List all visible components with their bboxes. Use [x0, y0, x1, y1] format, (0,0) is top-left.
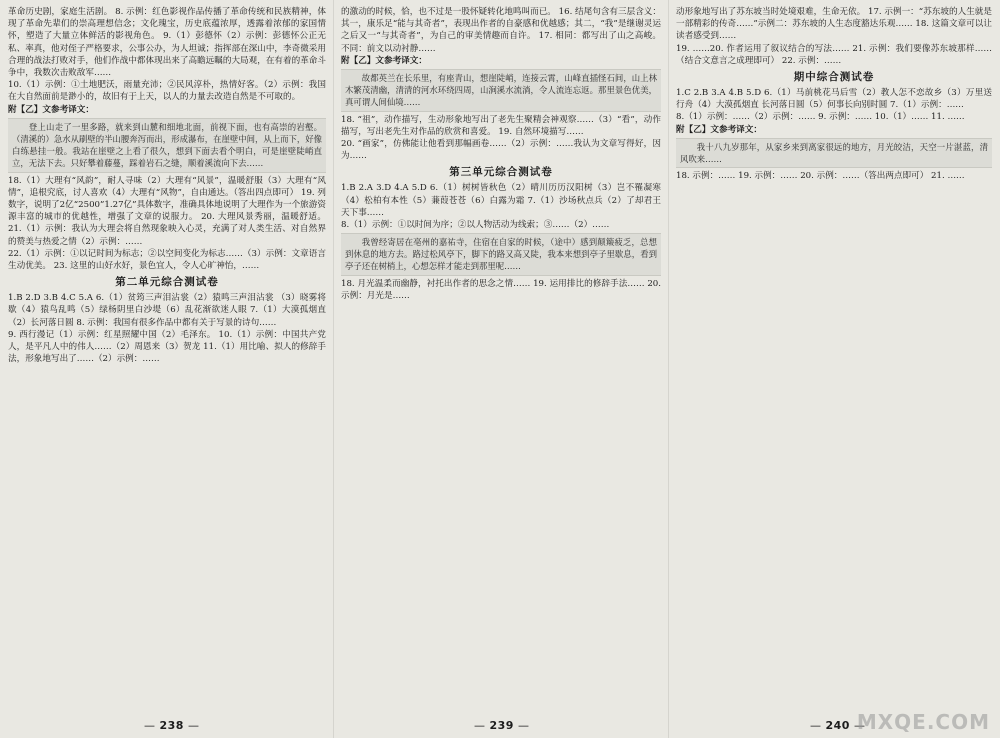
answer-text: 的激动的时候，恰，也不过是一股怀疑转化地鸣叫而已。 16. 结尾句含有三层含义：其一，康乐足“能与其奇者”，表现出作者的自豪感和优越感；其二，“我”是继谢灵运之后又一“与其奇者”，为自己的审美情趣而自许。 17. 相同：都写出了山之高峻。不同：前文以动衬静…… [341, 7, 661, 54]
translation-text: 登上山走了一里多路，就来到山麓和细地北面，前视下面，也有高崇的岩壑。（清溪的）急水从刷壁的半山腰奔泻而出，形成瀑布，在崖壁中间，从上而下，好像白练悬挂一般。我站在崖壁之上看了很久，想到下面去看个明白，可是崖壁陡峭直立，无法下去。只好攀着藤蔓，踩着岩石之缝，顺着溪流向下去…… [12, 121, 322, 169]
page-number: — 238 — [140, 719, 203, 732]
section-heading: 期中综合测试卷 [793, 71, 875, 84]
page-number: — 239 — [470, 719, 533, 732]
answer-text: 10.（1）示例：①土地肥沃，雨量充沛；②民风淳朴，热情好客。（2）示例：我国在大自然面前是渺小的，故旧有于上天，以人的力量去改造自然是不可取的。 [8, 80, 326, 103]
answer-text: 18. 月光温柔而幽静，衬托出作者的思念之情…… 19. 运用排比的修辞手法…… 20. 示例：月光是…… [341, 278, 661, 301]
translation-label: 附【乙】文参考译文： [8, 104, 94, 115]
answer-text: 1.B 2.A 3.D 4.A 5.D 6.（1）树树皆秋色（2）晴川历历汉阳树（3）岂不罹凝寒（4）松柏有本性（5）蒹葭苍苍（6）白露为霜 7.（1）沙场秋点兵（2）了却君王天下事…… [341, 183, 661, 218]
translation-text: 我曾经寄居在亳州的嘉祐寺，住宿在自家的时候，（途中）感到颠簸疲乏，总想到休息的地方去。路过松风亭下，脚下的路又高又陡，我本来想到亭子里歇息，看到亭子还在树梢上，心想怎样才能走到那里呢…… [345, 237, 657, 272]
column-divider [333, 0, 334, 738]
answer-text: 1.C 2.B 3.A 4.B 5.D 6.（1）马前桃花马后雪（2）教人怎不恋故乡（3）万里送行舟（4）大漠孤烟直 长河落日圆（5）何事长向别时圆 7.（1）示例：…… [676, 87, 992, 111]
translation-text: 故都英兰在长乐里，有座青山，想崖陡峭，连接云霄，山峰直插怪石间，山上林木繁茂清幽，清清的河水环绕四周，山涧溪水流淌，令人流连忘返。那里景色优美，真可谓人间仙境…… [345, 73, 657, 108]
answer-text: 1.B 2.D 3.B 4.C 5.A 6.（1）贫筠三声泪沾裳（2）猿鸣三声泪沾裳 （3）晓雾将歇（4）猿鸟乱鸣（5）绿杨阴里白沙堤（6）乱花渐欲迷人眼 7.（1）大漠孤烟直（2）长河落日圆 8. 示例：我国有很多作品中都有关于写景的诗句…… [8, 293, 326, 328]
answer-text: 18.（1）大理有“风韵”，耐人寻味（2）大理有“风景”，温暖舒服（3）大理有“风情”，追根究底，讨人喜欢（4）大理有“风物”，自由通达。（答出四点即可） 19. 列数字，说明了2亿“2500”1.27亿”具体数字，准确具体地说明了大理作为一个旅游资源丰富的城市的优越性，增强了文章的说服力。 20. 大理风景秀丽，温暖舒适。 21.（1）示例：我认为大理会将自然现象映入心灵，充满了对人类生活、对自然界的赞美与热爱之情（2）示例：…… [8, 175, 326, 247]
answer-text: 革命历史剧，家庭生活剧。 8. 示例：红色影视作品传播了革命传统和民族精神，体现了革命先辈们的崇高理想信念；文化瑰宝，历史底蕴浓厚，透露着浓郁的家国情怀，塑造了大量立体鲜活的影视角色。 9.（1）彭德怀（2）示例：彭德怀公正无私、率真，他对侄子严格要求，公事公办，为人坦诚；指挥部在深山中，李奇微采用合理的战法打败对手，他们作战中都体现出来了高瞻远瞩的大局观，在有着的革命斗争中，我数次击败敌军…… [8, 7, 326, 79]
answer-text: 19. ……20. 作者运用了叙议结合的写法…… 21. 示例：我们要像苏东坡那样……（结合文意言之成理即可） 22. 示例：…… [676, 43, 992, 66]
answer-text: 20. “画家”，仿佛能让他看到那幅画卷……（2）示例：……我认为文章写得好，因为…… [341, 138, 661, 162]
answer-text: 8.（1）示例：①以时间为序；②以人物活动为线索；③……（2）…… [341, 219, 610, 230]
translation-passage [8, 118, 326, 173]
translation-passage [341, 233, 661, 276]
section-heading: 第三单元综合测试卷 [449, 166, 553, 179]
translation-label: 附【乙】文参考译文： [676, 124, 762, 135]
section-heading: 第二单元综合测试卷 [115, 276, 219, 289]
answer-text: 8.（1）示例：……（2）示例：…… 9. 示例：…… 10.（1）…… 11. …… [676, 112, 965, 123]
page-240-column [676, 6, 992, 710]
answer-text: 18. 示例：…… 19. 示例：…… 20. 示例：……（答出两点即可） 21. …… [676, 171, 965, 182]
page-239-column [341, 6, 661, 710]
translation-passage [676, 138, 992, 168]
answer-text: 18. “祖”，动作描写，生动形象地写出了老先生聚精会神观察……（3）“看”，动作描写，写出老先生对作品的欣赏和喜爱。 19. 自然环境描写…… [341, 114, 661, 137]
answer-text: 22.（1）示例：①以记时间为标志；②以空间变化为标志……（3）示例：文章语言生动优美。 23. 这里的山好水好，景色宜人，令人心旷神怡，…… [8, 248, 326, 271]
translation-text: 我十八九岁那年，从家乡来到离家很远的地方，月光皎洁，天空一片湛蓝，清风吹来…… [680, 141, 988, 164]
answer-text: 动形象地写出了苏东坡当时处境艰难，生命无依。 17. 示例一：“苏东坡的人生就是一部精彩的传奇……”示例二：苏东坡的人生态度豁达乐观…… 18. 这篇文章可以让读者感受到…… [676, 7, 992, 42]
translation-passage [341, 69, 661, 112]
watermark-logo: MXQE.COM [856, 710, 990, 734]
translation-label: 附【乙】文参考译文： [341, 55, 427, 66]
page-238-column [8, 6, 326, 710]
page-number: — 240 — [806, 719, 869, 732]
answer-text: 9. 西行漫记（1）示例：红星照耀中国（2）毛泽东。 10.（1）示例：中国共产党人，是平凡人中的伟人……（2）周恩来（3）贺龙 11.（1）用比喻、拟人的修辞手法，形象地写出了……（2）示例：…… [8, 329, 326, 365]
column-divider [668, 0, 669, 738]
